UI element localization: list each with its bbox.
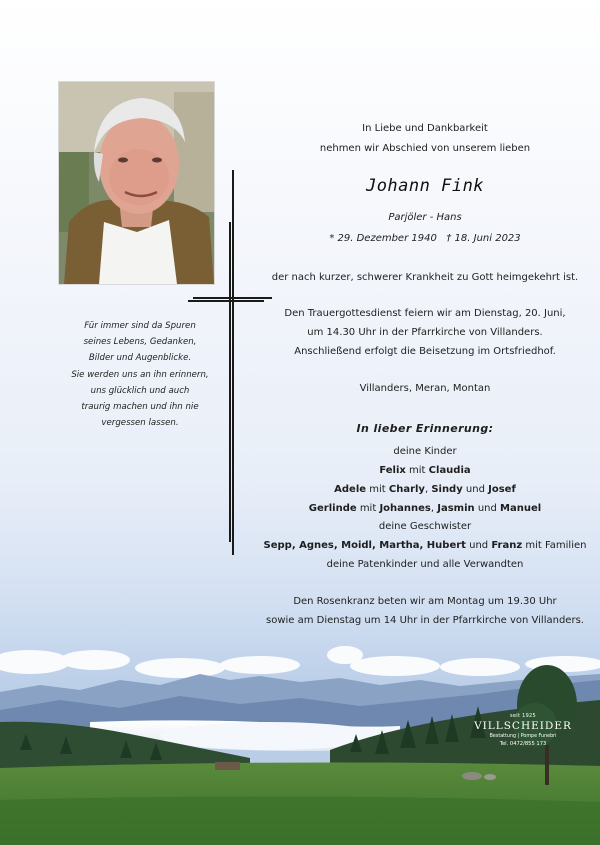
child-family-3: Gerlinde mit Johannes, Jasmin und Manuel (308, 503, 542, 514)
funeral-home-logo (470, 713, 576, 747)
service-line-3: Anschließend erfolgt die Beisetzung im Ortsfriedhof. (294, 346, 556, 357)
cross-line (229, 222, 231, 542)
child-family-1: Felix mit Claudia (379, 465, 471, 476)
siblings-line: Sepp, Agnes, Moidl, Martha, Hubert und Franz mit Familien (263, 540, 587, 551)
logo-phone: Tel. 0472/855 173 (499, 741, 547, 747)
service-line-2: um 14.30 Uhr in der Pfarrkirche von Villanders. (307, 327, 543, 338)
portrait-photo (58, 81, 215, 285)
logo-brand: VILLSCHEIDER (474, 720, 572, 732)
service-line-1: Den Trauergottesdienst feiern wir am Dienstag, 20. Juni, (284, 308, 566, 319)
godchildren-line: deine Patenkinder und alle Verwandten (326, 559, 524, 570)
poem-line: Bilder und Augenblicke. (88, 353, 192, 364)
places-line: Villanders, Meran, Montan (359, 383, 491, 394)
child-family-2: Adele mit Charly, Sindy und Josef (334, 484, 516, 495)
poem-line: traurig machen und ihn nie (81, 402, 199, 413)
logo-subtitle: Bestattung | Pompe Funebri (489, 734, 557, 739)
siblings-label: deine Geschwister (378, 521, 472, 532)
cross-line (193, 297, 272, 299)
rosary-line-2: sowie am Dienstag um 14 Uhr in der Pfarrkirche von Villanders. (266, 615, 584, 626)
intro-line-2: nehmen wir Abschied von unserem lieben (319, 143, 531, 154)
life-dates: * 29. Dezember 1940 † 18. Juni 2023 (329, 233, 521, 244)
children-label: deine Kinder (393, 446, 457, 457)
passing-text: der nach kurzer, schwerer Krankheit zu Gott heimgekehrt ist. (271, 272, 579, 283)
intro-line-1: In Liebe und Dankbarkeit (362, 123, 488, 134)
memorial-poem (60, 318, 220, 431)
deceased-name: Johann Fink (365, 176, 485, 196)
deceased-nickname: Parjöler - Hans (388, 212, 462, 223)
latin-cross-icon (232, 170, 234, 555)
poem-line: vergessen lassen. (101, 418, 179, 429)
cross-line (188, 300, 264, 302)
rosary-line-1: Den Rosenkranz beten wir am Montag um 19.30 Uhr (293, 596, 557, 607)
poem-line: Sie werden uns an ihn erinnern, (71, 369, 209, 380)
poem-line: Für immer sind da Spuren (84, 321, 196, 331)
logo-since: seit 1925 (509, 713, 537, 719)
poem-line: seines Lebens, Gedanken, (83, 337, 197, 348)
memory-heading: In lieber Erinnerung: (356, 422, 494, 435)
poem-line: uns glücklich und auch (90, 385, 190, 396)
